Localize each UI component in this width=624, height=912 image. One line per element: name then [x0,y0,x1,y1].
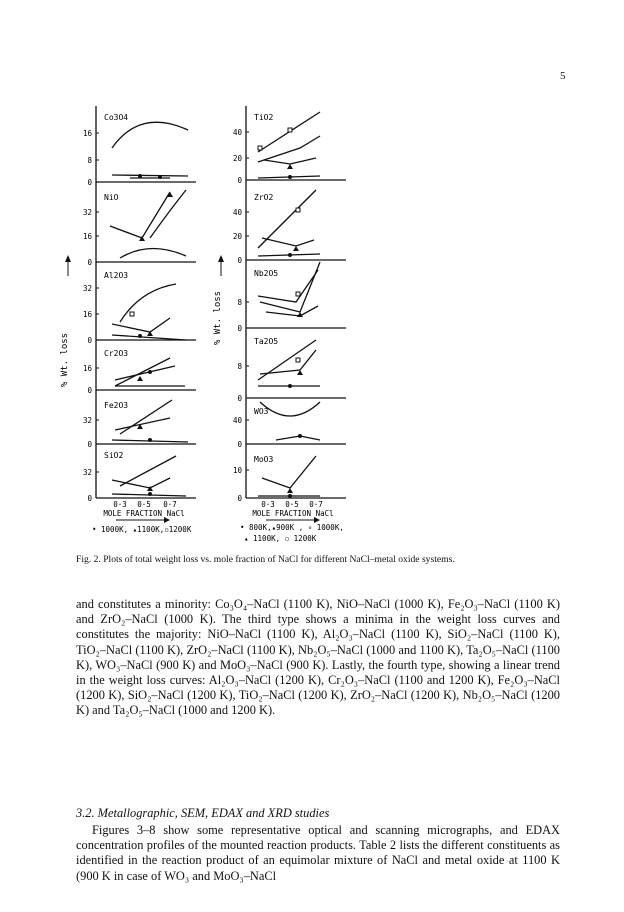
right-tick-1-2: 0 [237,256,242,265]
left-tick-5-0: 32 [82,468,92,477]
left-x-tick-0: 0·3 [113,500,127,509]
right-tick-3-0: 8 [237,362,242,371]
paragraph-1-text: and constitutes a minority: Co₃O₄–NaCl (1100 K), NiO–NaCl (1000 K), Fe₂O₃–NaCl (1100 K) and ZrO₂–NaCl (1000 K). The third type shows a minima in the weight loss curves and constitutes the majority: NiO–NaCl (1100 K), Al₂O₃–NaCl (1100 K), SiO₂–NaCl (1100 K), TiO₂–NaCl (1100 K), ZrO₂–NaCl (1100 K), Nb₂O₅–NaCl (1000 and 1100 K), Ta₂O₅–NaCl (1100 K), WO₃–NaCl (900 K) and MoO₃–NaCl (900 K). Lastly, the fourth type, showing a linear trend in the weight loss curves: Al₂O₃–NaCl (1200 K), Cr₂O₃–NaCl (1100 and 1200 K), Fe₂O₃–NaCl (1200 K), SiO₂–NaCl (1200 K), TiO₂–NaCl (1200 K), ZrO₂–NaCl (1200 K), Nb₂O₅–NaCl (1200 K) and Ta₂O₅–NaCl (1000 and 1200 K). [76,597,560,718]
paragraph-2-text: Figures 3–8 show some representative optical and scanning micrographs, and EDAX concentration profiles of the mounted reaction products. Table 2 lists the different constituents as identified in the reaction product of an equimolar mixture of NaCl and metal oxide at 1100 K (900 K in case of WO₃ and MoO₃–NaCl [76,823,560,883]
left-tick-4-0: 32 [82,416,92,425]
left-tick-0-0: 16 [82,129,92,138]
right-x-axis-label: MOLE FRACTION NaCl [252,509,334,518]
left-tick-1-1: 16 [82,232,92,241]
right-tick-2-0: 8 [237,298,242,307]
right-tick-4-0: 40 [232,416,242,425]
right-tick-0-0: 40 [232,128,242,137]
left-tick-2-2: 0 [87,336,92,345]
right-panel-label-0: TiO2 [254,113,274,122]
right-panel-label-2: Nb2O5 [254,269,279,278]
right-panel-label-4: WO3 [254,407,269,416]
left-x-axis-label: MOLE FRACTION NaCl [103,509,185,518]
right-tick-0-1: 20 [232,154,242,163]
right-x-tick-2: 0·7 [309,500,323,509]
section-heading: 3.2. Metallographic, SEM, EDAX and XRD studies [76,806,330,820]
right-tick-0-2: 0 [237,176,242,185]
figure-caption: Fig. 2. Plots of total weight loss vs. mole fraction of NaCl for different NaCl–metal oxide systems. [76,554,455,565]
left-panel-label-4: Fe2O3 [104,401,129,410]
left-tick-4-1: 0 [87,440,92,449]
left-tick-5-1: 0 [87,494,92,503]
left-panel-label-3: Cr2O3 [104,349,129,358]
right-tick-1-1: 20 [232,232,242,241]
right-tick-5-1: 0 [237,494,242,503]
right-panel-label-3: Ta2O5 [254,337,279,346]
left-panel-label-1: NiO [104,193,119,202]
left-legend: • 1000K, ▴1100K,▫1200K [92,525,192,534]
left-tick-2-0: 32 [82,284,92,293]
right-tick-5-0: 10 [232,466,242,475]
left-tick-1-0: 32 [82,208,92,217]
left-x-tick-1: 0·5 [137,500,151,509]
left-panel-label-5: SiO2 [104,451,124,460]
right-panel-group [233,113,346,503]
right-x-tick-0: 0·3 [261,500,275,509]
left-tick-1-2: 0 [87,258,92,267]
left-tick-3-1: 0 [87,386,92,395]
right-legend-line2: ▴ 1100K, ▫ 1200K [244,534,317,543]
left-panel-group [83,113,196,503]
right-x-tick-1: 0·5 [285,500,299,509]
paragraph-1 [76,597,560,719]
right-panel-label-5: MoO3 [254,455,274,464]
left-tick-2-1: 16 [82,310,92,319]
left-x-tick-2: 0·7 [163,500,177,509]
right-tick-2-1: 0 [237,324,242,333]
right-tick-3-1: 0 [237,394,242,403]
left-panel-label-2: Al2O3 [104,271,129,280]
left-y-axis-label: % Wt. loss [60,332,70,388]
right-y-axis-label: % Wt. loss [213,290,223,346]
paragraph-2 [76,823,560,884]
right-panel-label-1: ZrO2 [254,193,274,202]
left-tick-0-1: 8 [87,156,92,165]
page-number: 5 [560,70,566,82]
left-tick-0-2: 0 [87,178,92,187]
left-tick-3-0: 16 [82,364,92,373]
right-tick-4-1: 0 [237,440,242,449]
right-tick-1-0: 40 [232,208,242,217]
left-panel-label-0: Co3O4 [104,113,129,122]
right-legend-line1: • 800K,▴900K , ∘ 1000K, [240,523,344,532]
